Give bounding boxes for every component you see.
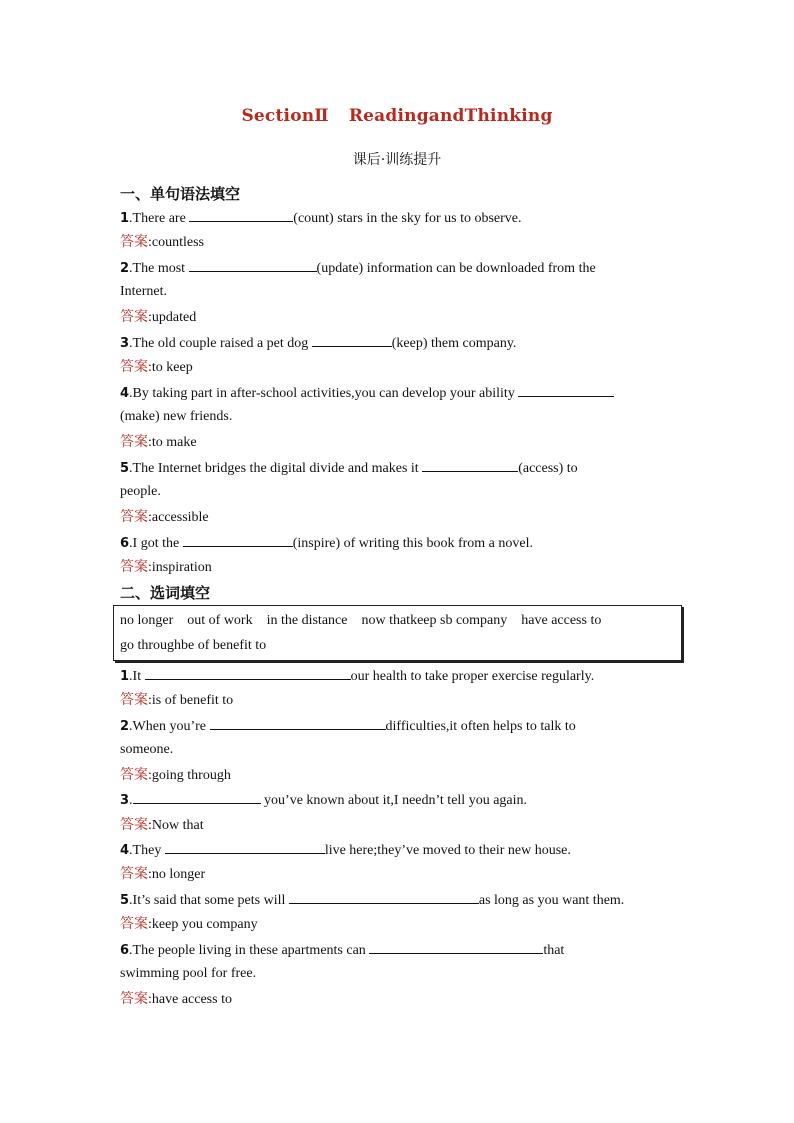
question-text: that	[543, 943, 565, 958]
s2-answer-3: 答案:Now that	[120, 817, 204, 833]
word-bank-item: have access to	[521, 613, 602, 628]
answer-blank[interactable]	[183, 532, 293, 547]
answer-text: inspiration	[151, 560, 212, 575]
section2-heading: 二、选词填空	[120, 584, 211, 602]
s1-question-2-cont: Internet.	[120, 284, 168, 299]
word-bank-item: no longer	[120, 613, 174, 628]
question-text: The people living in these apartments can	[132, 943, 370, 958]
s1-question-3: 3.The old couple raised a pet dog (keep) them company.	[120, 332, 680, 354]
question-text: you’ve known about it,I needn’t tell you again.	[260, 793, 528, 808]
answer-text: updated	[151, 310, 197, 325]
answer-blank[interactable]	[289, 889, 479, 904]
title-section: SectionⅡ	[241, 106, 329, 126]
s2-question-6-cont: swimming pool for free.	[120, 966, 257, 981]
question-number: 3	[120, 793, 130, 808]
question-number: 2	[120, 261, 130, 276]
question-number: 5	[120, 893, 130, 908]
s2-question-6: 6.The people living in these apartments can that	[120, 939, 680, 961]
s1-answer-3: 答案:to keep	[120, 359, 193, 375]
question-number: 6	[120, 536, 130, 551]
answer-label: 答案	[120, 559, 148, 575]
s2-question-5: 5.It’s said that some pets will as long as you want them.	[120, 889, 680, 911]
question-number: 3	[120, 336, 130, 351]
question-text: By taking part in after-school activities,you can develop your ability	[132, 386, 519, 401]
answer-text: Now that	[151, 818, 204, 833]
question-text: (inspire) of writing this book from a novel.	[292, 536, 533, 551]
s1-question-5-cont: people.	[120, 484, 161, 499]
answer-blank[interactable]	[189, 207, 293, 222]
s2-question-4: 4.They live here;they’ve moved to their new house.	[120, 839, 680, 861]
question-text: The Internet bridges the digital divide and makes it	[132, 461, 423, 476]
question-text: There are	[132, 211, 190, 226]
section1-heading: 一、单句语法填空	[120, 185, 241, 203]
s1-question-4-cont: (make) new friends.	[120, 409, 233, 424]
answer-blank[interactable]	[189, 257, 317, 272]
answer-label: 答案	[120, 916, 148, 932]
answer-blank[interactable]	[133, 789, 261, 804]
answer-label: 答案	[120, 866, 148, 882]
s1-question-5: 5.The Internet bridges the digital divide and makes it (access) to	[120, 457, 680, 479]
s1-answer-2: 答案:updated	[120, 309, 197, 325]
s2-answer-1: 答案:is of benefit to	[120, 692, 234, 708]
answer-blank[interactable]	[145, 665, 351, 680]
s1-answer-6: 答案:inspiration	[120, 559, 212, 575]
answer-label: 答案	[120, 234, 148, 250]
s2-answer-4: 答案:no longer	[120, 866, 206, 882]
answer-label: 答案	[120, 309, 148, 325]
question-text: It’s said that some pets will	[132, 893, 289, 908]
answer-text: going through	[151, 768, 231, 783]
s1-question-2: 2.The most (update) information can be downloaded from the	[120, 257, 680, 279]
word-bank-row-1	[120, 613, 601, 629]
page-subtitle: 课后·训练提升	[352, 152, 442, 168]
word-bank-item: in the distance	[266, 613, 348, 628]
question-text: (access) to	[518, 461, 578, 476]
answer-blank[interactable]	[369, 939, 543, 954]
s2-answer-2: 答案:going through	[120, 767, 231, 783]
answer-text: have access to	[151, 992, 232, 1007]
answer-text: accessible	[151, 510, 209, 525]
question-text: live here;they’ve moved to their new house.	[324, 843, 571, 858]
answer-text: no longer	[151, 867, 206, 882]
answer-label: 答案	[120, 359, 148, 375]
answer-label: 答案	[120, 692, 148, 708]
question-number: 6	[120, 943, 130, 958]
word-bank-row-2: go throughbe of benefit to	[120, 638, 267, 653]
question-text: I got the	[132, 536, 183, 551]
word-bank-item: out of work	[187, 613, 253, 628]
answer-text: keep you company	[151, 917, 258, 932]
answer-text: is of benefit to	[151, 693, 234, 708]
title-topic: ReadingandThinking	[348, 106, 553, 126]
question-text: (update) information can be downloaded from the	[316, 261, 596, 276]
word-bank-box	[113, 605, 682, 661]
question-text: When you’re	[132, 719, 210, 734]
answer-blank[interactable]	[422, 457, 518, 472]
question-text: It	[132, 669, 145, 684]
question-text: They	[132, 843, 165, 858]
question-text: The old couple raised a pet dog	[132, 336, 312, 351]
answer-label: 答案	[120, 434, 148, 450]
question-text: difficulties,it often helps to talk to	[385, 719, 576, 734]
answer-label: 答案	[120, 817, 148, 833]
page-title	[0, 106, 794, 126]
question-text: (count) stars in the sky for us to observe.	[293, 211, 522, 226]
s2-question-3: 3. you’ve known about it,I needn’t tell you again.	[120, 789, 680, 811]
answer-label: 答案	[120, 991, 148, 1007]
answer-label: 答案	[120, 767, 148, 783]
question-text: our health to take proper exercise regularly.	[350, 669, 595, 684]
question-number: 1	[120, 669, 130, 684]
s2-answer-6: 答案:have access to	[120, 991, 232, 1007]
s1-question-6: 6.I got the (inspire) of writing this book from a novel.	[120, 532, 680, 554]
s1-answer-1: 答案:countless	[120, 234, 204, 250]
question-text: as long as you want them.	[478, 893, 625, 908]
question-text: The most	[132, 261, 189, 276]
answer-text: countless	[151, 235, 204, 250]
s1-question-4: 4.By taking part in after-school activities,you can develop your ability	[120, 382, 680, 404]
answer-label: 答案	[120, 509, 148, 525]
s2-question-2-cont: someone.	[120, 742, 174, 757]
s2-question-2: 2.When you’re difficulties,it often helps to talk to	[120, 715, 680, 737]
question-number: 1	[120, 211, 130, 226]
question-number: 4	[120, 386, 130, 401]
s1-question-1: 1.There are (count) stars in the sky for us to observe.	[120, 207, 680, 229]
word-bank-item: now thatkeep sb company	[361, 613, 508, 628]
s2-question-1: 1.It our health to take proper exercise regularly.	[120, 665, 680, 687]
question-number: 4	[120, 843, 130, 858]
question-text: (keep) them company.	[391, 336, 517, 351]
answer-blank[interactable]	[312, 332, 392, 347]
s2-answer-5: 答案:keep you company	[120, 916, 258, 932]
answer-blank[interactable]	[210, 715, 386, 730]
s1-answer-4: 答案:to make	[120, 434, 197, 450]
question-number: 2	[120, 719, 130, 734]
answer-text: to keep	[151, 360, 193, 375]
question-number: 5	[120, 461, 130, 476]
s1-answer-5: 答案:accessible	[120, 509, 209, 525]
answer-blank[interactable]	[518, 382, 614, 397]
answer-blank[interactable]	[165, 839, 325, 854]
answer-text: to make	[151, 435, 197, 450]
